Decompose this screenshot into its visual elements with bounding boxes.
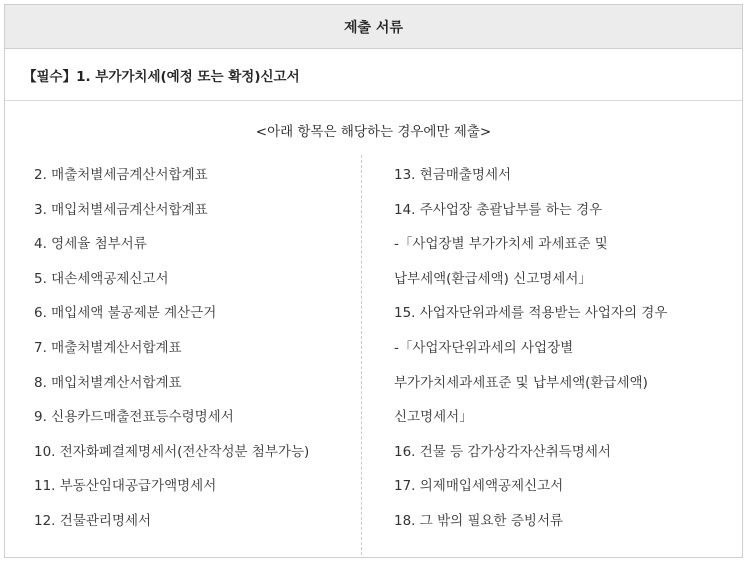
list-item: 14. 주사업장 총괄납부를 하는 경우 bbox=[394, 201, 603, 218]
list-item: 3. 매입처별세금계산서합계표 bbox=[34, 201, 208, 218]
list-item: 8. 매입처별계산서합계표 bbox=[34, 374, 182, 391]
left-document-list bbox=[34, 165, 309, 546]
right-document-list bbox=[394, 165, 667, 546]
column-divider bbox=[361, 155, 362, 555]
list-item: 15. 사업자단위과세를 적용받는 사업자의 경우 bbox=[394, 305, 668, 322]
list-item: -「사업자단위과세의 사업장별 bbox=[394, 339, 574, 356]
list-item: 12. 건물관리명세서 bbox=[34, 512, 152, 529]
header-title: 제출 서류 bbox=[344, 19, 403, 36]
list-item: 2. 매출처별세금계산서합계표 bbox=[34, 167, 208, 183]
list-item: 10. 전자화폐결제명세서(전산작성분 첨부가능) bbox=[34, 443, 310, 460]
list-item: 신고명세서」 bbox=[394, 409, 473, 426]
list-item: -「사업장별 부가가치세 과세표준 및 bbox=[394, 236, 608, 253]
list-item: 6. 매입세액 불공제분 계산근거 bbox=[34, 305, 217, 322]
list-item: 9. 신용카드매출전표등수령명세서 bbox=[34, 409, 234, 426]
table-header bbox=[5, 5, 742, 49]
list-item: 16. 건물 등 감가상각자산취득명세서 bbox=[394, 443, 611, 460]
list-item: 18. 그 밖의 필요한 증빙서류 bbox=[394, 512, 564, 529]
list-item: 5. 대손세액공제신고서 bbox=[34, 270, 169, 287]
required-document-text: 【필수】1. 부가가치세(예정 또는 확정)신고서 bbox=[23, 68, 300, 85]
required-document-row bbox=[5, 49, 742, 101]
list-item: 13. 현금매출명세서 bbox=[394, 167, 512, 183]
documents-table bbox=[4, 4, 743, 558]
list-item: 납부세액(환급세액) 신고명세서」 bbox=[394, 270, 592, 287]
list-item: 4. 영세율 첨부서류 bbox=[34, 236, 147, 253]
list-item: 부가가치세과세표준 및 납부세액(환급세액) bbox=[394, 374, 648, 391]
list-item: 7. 매출처별계산서합계표 bbox=[34, 339, 182, 356]
list-item: 17. 의제매입세액공제신고서 bbox=[394, 478, 564, 495]
list-item: 11. 부동산임대공급가액명세서 bbox=[34, 478, 217, 495]
conditional-subtitle: <아래 항목은 해당하는 경우에만 제출> bbox=[255, 124, 492, 140]
